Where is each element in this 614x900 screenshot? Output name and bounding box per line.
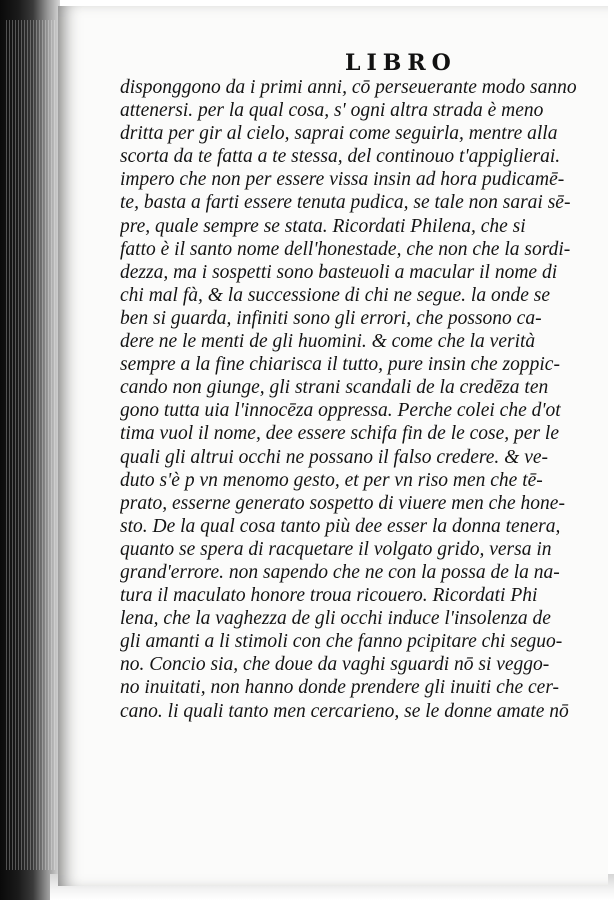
text-line: sempre a la fine chiarisca il tutto, pure insin che zoppic- — [120, 354, 560, 376]
page-edges — [6, 20, 56, 870]
text-line: fatto è il santo nome dell'honestade, che non che la sordi- — [120, 238, 571, 260]
text-line: grand'errore. non sapendo che ne con la possa de la na- — [120, 561, 560, 583]
running-head: LIBRO — [345, 50, 457, 76]
text-line: sto. De la qual cosa tanto più dee esser la donna tenera, — [120, 515, 561, 537]
text-line: tima vuol il nome, dee essere schifa fin de le cose, per le — [120, 423, 559, 445]
text-line: duto s'è p vn menomo gesto, et per vn riso men che tē- — [120, 469, 543, 491]
text-line: prato, esserne generato sospetto di viuere men che hone- — [120, 492, 565, 514]
text-line: dere ne le menti de gli huomini. & come che la verità — [120, 331, 536, 353]
text-line: disponggono da i primi anni, cō perseuerante modo sanno — [120, 77, 577, 98]
text-line: cando non giunge, gli strani scandali de la credēza ten — [120, 377, 549, 399]
text-line: no inuitati, non hanno donde prendere gli inuiti che cer- — [120, 677, 560, 699]
text-line: cano. li quali tanto men cercarieno, se le donne amate nō — [120, 700, 569, 722]
text-line: quanto se spera di racquetare il volgato grido, versa in — [120, 538, 552, 560]
text-line: pre, quale sempre se stata. Ricordati Philena, che si — [120, 215, 526, 237]
book-spine — [0, 0, 60, 900]
text-block — [120, 76, 598, 723]
text-line: scorta da te fatta a te stessa, del continouo t'appiglierai. — [120, 146, 561, 168]
text-line: gono tutta uia l'innocēza oppressa. Perche colei che d'ot — [120, 400, 561, 422]
text-line: lena, che la vaghezza de gli occhi induce l'insolenza de — [120, 608, 551, 630]
text-line: dezza, ma i sospetti sono basteuoli a macular il nome di — [120, 261, 558, 283]
text-line: chi mal fà, & la successione di chi ne segue. la onde se — [120, 284, 550, 306]
text-line: quali gli altrui occhi ne possano il falso credere. & ve- — [120, 446, 549, 468]
text-line: attenersi. per la qual cosa, s' ogni altra strada è meno — [120, 100, 544, 122]
text-line: dritta per gir al cielo, saprai come seguirla, mentre alla — [120, 123, 558, 145]
text-line: te, basta a farti essere tenuta pudica, se tale non sarai sē- — [120, 192, 571, 214]
text-line: tura il maculato honore troua ricouero. Ricordati Phi — [120, 585, 538, 607]
text-line: ben si guarda, infiniti sono gli errori, che possono ca- — [120, 307, 542, 329]
text-line: no. Concio sia, che doue da vaghi sguardi nō si veggo- — [120, 654, 550, 676]
text-line: impero che non per essere vissa insin ad hora pudicamē- — [120, 169, 565, 191]
text-line: gli amanti a li stimoli con che fanno pcipitare chi seguo- — [120, 631, 563, 653]
